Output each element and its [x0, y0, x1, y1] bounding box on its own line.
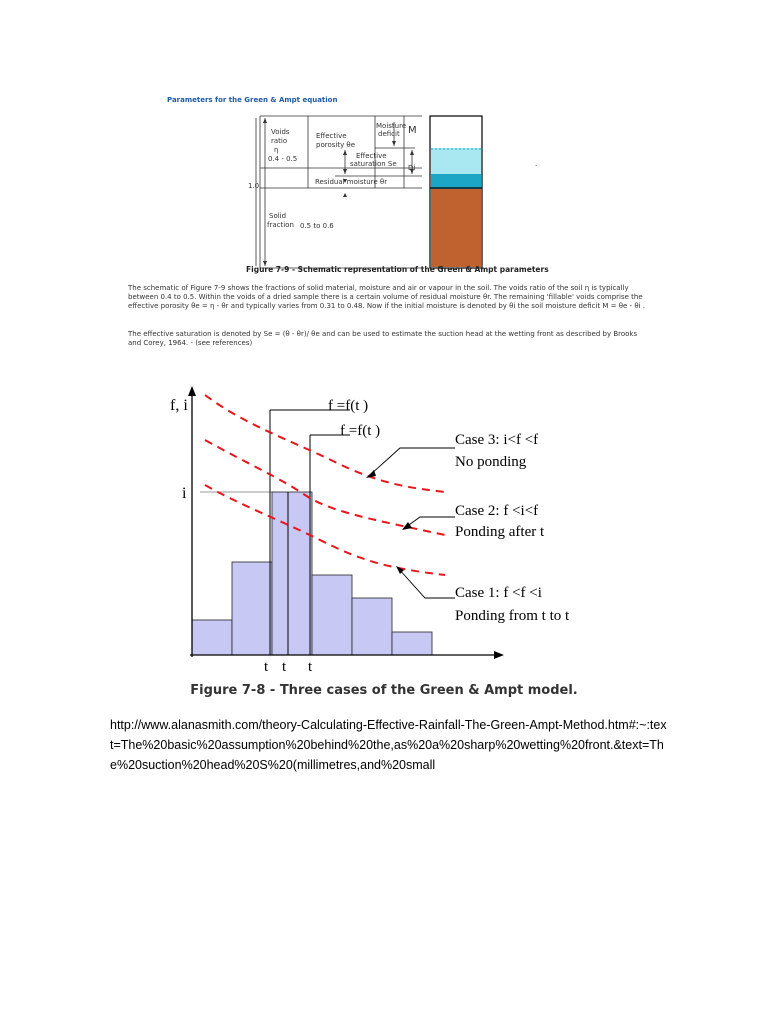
i-label: i	[182, 485, 187, 502]
effective-saturation-water-band	[431, 148, 481, 174]
solid-fraction-band	[431, 189, 481, 267]
case-3-title: Case 3: i<f <f	[455, 432, 539, 448]
rain-bar-2	[232, 562, 272, 655]
t-label-1: t	[264, 659, 269, 675]
effective-saturation-label: Effective saturation Se	[350, 152, 397, 168]
soil-column	[430, 116, 482, 268]
rain-bar-6	[392, 632, 432, 655]
rain-bar-5	[352, 598, 392, 655]
case-1-description: Ponding from t to t	[455, 608, 570, 624]
case-3-description: No ponding	[455, 454, 527, 470]
fp-time-label-2: f =f(t )	[340, 423, 381, 439]
voids-ratio-label: Voids ratio η 0.4 - 0.5	[268, 128, 298, 163]
schematic-paragraph-1: The schematic of Figure 7-9 shows the fractions of solid material, moisture and air or vapour in the soil. The voids ratio of the soil η is typically between 0.4 to 0.5. Within the voids of a dried sample there is a certain volume of residual moisture θr. The remaining 'fillable' voids comprise the effective porosity θe = η - θr and typically varies from 0.31 to 0.48. Now if the initial moisture is denoted by θi the soil moisture deficit M = θe - θi .	[128, 284, 646, 310]
case-1-title: Case 1: f <f <i	[455, 585, 542, 601]
curve-case-1	[205, 485, 445, 575]
fp-time-label-1: f =f(t )	[328, 398, 369, 414]
y-axis-arrowhead	[188, 386, 196, 396]
infiltration-curves	[205, 395, 445, 575]
rain-bar-3	[272, 492, 312, 655]
rainfall-bars	[192, 492, 432, 655]
svg-text:.: .	[535, 160, 538, 168]
solid-fraction-label: Solid fraction	[267, 212, 294, 229]
green-ampt-cases-figure	[170, 380, 590, 680]
y-axis-label: f, i	[170, 397, 188, 414]
rain-bar-1	[192, 620, 232, 655]
rain-bar-4	[312, 575, 352, 655]
case-2-title: Case 2: f <i<f	[455, 503, 539, 519]
schematic-heading: Parameters for the Green & Ampt equation	[167, 96, 338, 104]
schematic-paragraph-2: The effective saturation is denoted by Se = (θ - θr)/ θe and can be used to estimate the suction head at the wetting front as described by Brooks and Corey, 1964. - (see references)	[128, 330, 638, 347]
residual-moisture-label: Residual moisture θr	[315, 178, 388, 186]
t-label-2: t	[282, 659, 287, 675]
case-2-description: Ponding after t	[455, 524, 545, 540]
source-url-text: http://www.alanasmith.com/theory-Calculating-Effective-Rainfall-The-Green-Ampt-Method.htm#:~:text=The%20basic%20assumption%20behind%20the,as%20a%20sharp%20wetting%20front.&text=The%20suction%20head%20S%20(millimetres,and%20small	[110, 718, 667, 772]
green-ampt-parameters-schematic	[150, 88, 650, 358]
effective-porosity-label: Effective porosity θe	[316, 132, 356, 149]
solid-range-label: 0.5 to 0.6	[300, 222, 334, 230]
figure-7-8-caption: Figure 7-8 - Three cases of the Green & Ampt model.	[190, 683, 578, 698]
t-label-3: t	[308, 659, 313, 675]
di-label: Di	[408, 164, 416, 172]
residual-water-band	[431, 174, 481, 189]
moisture-deficit-label: Moisture deficit	[376, 122, 407, 138]
x-axis-arrowhead	[494, 651, 504, 659]
figure-7-9-caption: Figure 7-9 - Schematic representation of the Green & Ampt parameters	[246, 265, 549, 274]
one-label: 1.0	[248, 182, 260, 190]
m-label: M	[408, 125, 417, 136]
